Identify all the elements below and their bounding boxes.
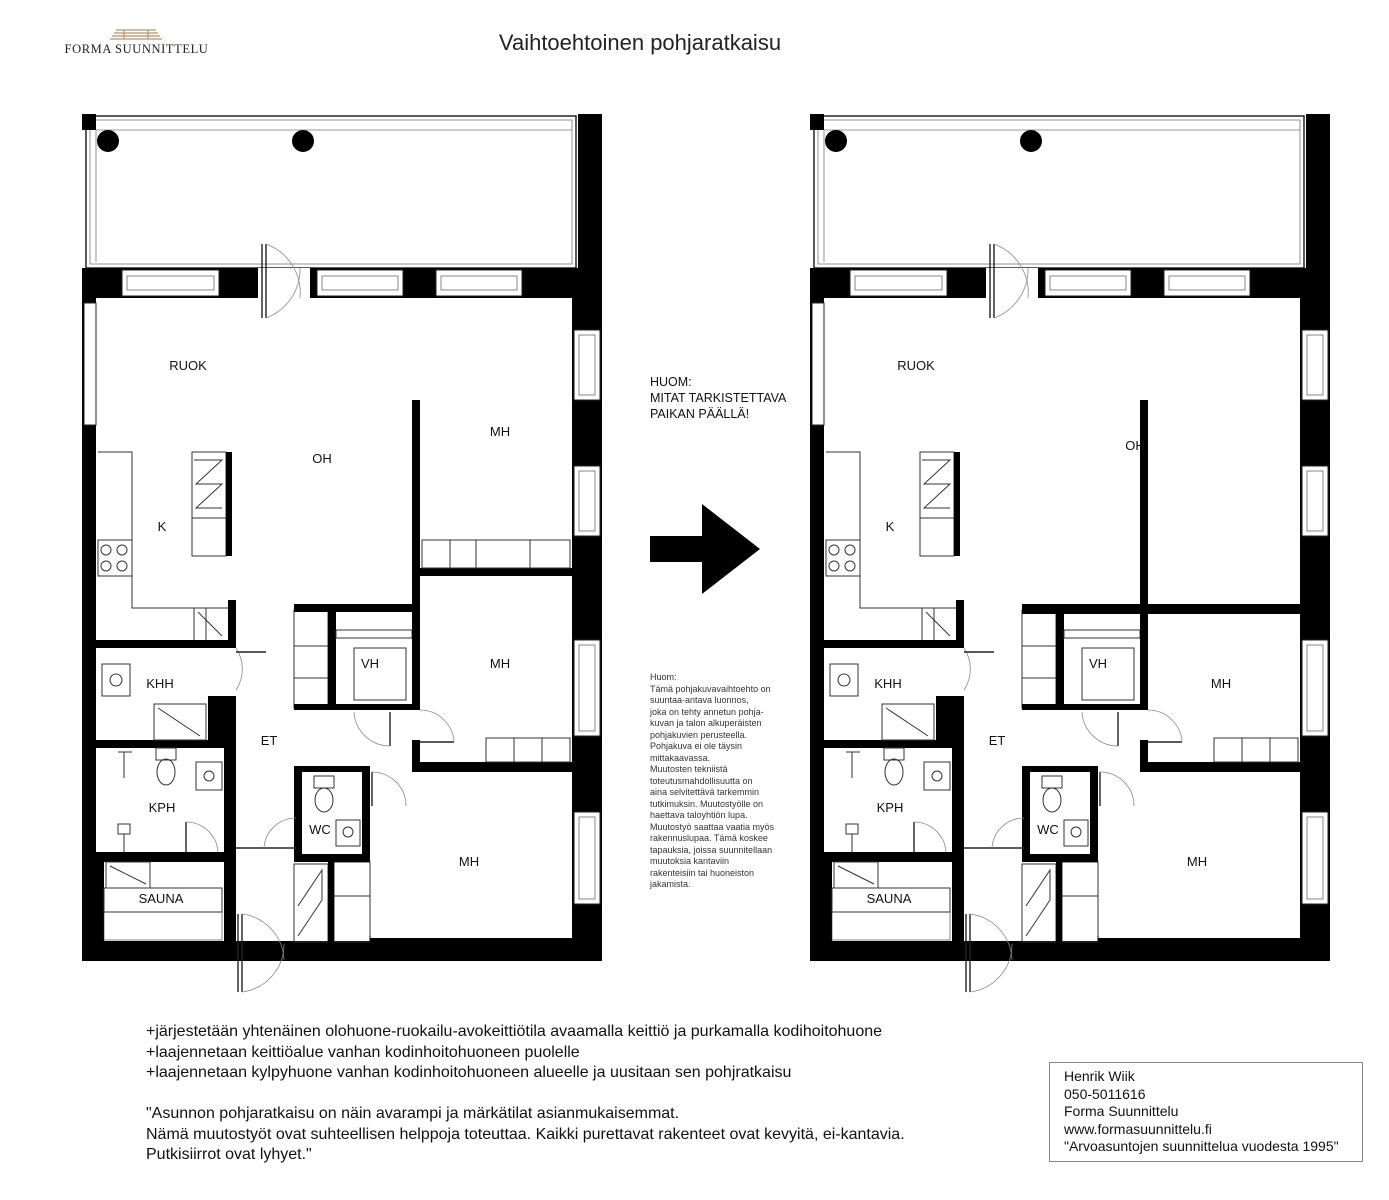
contact-name: Henrik Wiik <box>1064 1068 1135 1084</box>
note-line: tutkimuksin. Muutostyölle on <box>650 798 764 809</box>
contact-company: Forma Suunnittelu <box>1064 1103 1179 1119</box>
room-label: VH <box>1088 656 1108 671</box>
change-item: +laajennetaan kylpyhuone vanhan kodinhoitohuoneen alueelle ja uusitaan sen pohjratkaisu <box>146 1064 792 1081</box>
original-plan <box>82 114 602 992</box>
note-line: Muutosten tekniistä <box>650 764 728 774</box>
room-label: RUOK <box>169 358 207 373</box>
note-line: Pohjakuva ei ole täysin <box>650 741 743 751</box>
room-label: KPH <box>876 800 904 815</box>
change-item: +laajennetaan keittiöalue vanhan kodinhoitohuoneen puolelle <box>146 1043 580 1061</box>
room-label: ET <box>260 733 278 748</box>
room-label: KPH <box>148 800 176 815</box>
arrow-right-icon <box>650 504 760 594</box>
note-line: haettava taloyhtiön lupa. <box>650 810 748 820</box>
room-label: K <box>885 519 895 534</box>
note-line: suuntaa-antava luonnos, <box>650 695 749 705</box>
disclaimer-notes <box>650 672 800 891</box>
note-line: rakenteisiin tai huoneiston <box>650 867 755 878</box>
room-label: MH <box>489 656 511 671</box>
room-label: SAUNA <box>866 891 912 906</box>
logo-text: FORMA SUUNNITTELU <box>64 42 209 56</box>
contact-phone[interactable]: 050-5011616 <box>1064 1085 1146 1102</box>
room-label: ET <box>988 733 1006 748</box>
quote-line: Putkisiirrot ovat lyhyet." <box>146 1146 312 1163</box>
room-label: OH <box>312 451 332 466</box>
contact-website[interactable]: www.formasuunnittelu.fi <box>1064 1120 1212 1137</box>
room-label: KHH <box>146 676 174 691</box>
warning-line: PAIKAN PÄÄLLÄ! <box>650 407 750 421</box>
quote-line: "Asunnon pohjaratkaisu on näin avarampi ja märkätilat asianmukaisemmat. <box>146 1105 680 1122</box>
note-line: Huom: <box>650 672 677 682</box>
change-item: +järjestetään yhtenäinen olohuone-ruokailu-avokeittiötila avaamalla keittiö ja purkamalla kodihoitohuone <box>146 1023 883 1040</box>
summary-quote <box>146 1104 905 1166</box>
room-label: MH <box>1210 676 1232 691</box>
contact-slogan: "Arvoasuntojen suunnittelua vuodesta 1995" <box>1064 1138 1339 1154</box>
note-line: joka on tehty annetun pohja- <box>650 706 764 717</box>
note-line: pohjakuvien perusteella. <box>650 729 748 740</box>
room-label: MH <box>1186 854 1208 869</box>
note-line: rakennuslupaa. Tämä koskee <box>650 833 768 843</box>
room-label: K <box>157 519 167 534</box>
warning-line: HUOM: <box>650 375 692 389</box>
room-label: MH <box>489 424 511 439</box>
room-label: WC <box>1037 822 1059 837</box>
note-line: aina selvitettävä tarkemmin <box>650 787 760 797</box>
quote-line: Nämä muutostyöt ovat suhteellisen helppoja toteuttaa. Kaikki purettavat rakenteet ovat kevyitä, ei-kantavia. <box>146 1125 905 1143</box>
changes-list <box>146 1022 882 1084</box>
room-label: OH <box>1125 438 1145 453</box>
note-line: Tämä pohjakuvavaihtoehto on <box>650 683 771 694</box>
room-label: RUOK <box>897 358 935 373</box>
note-line: jakamista. <box>650 879 691 889</box>
room-label: KHH <box>874 676 902 691</box>
note-line: tapauksia, joissa suunnitellaan <box>650 844 773 855</box>
measurement-warning <box>650 374 786 422</box>
note-line: Muutostyö saattaa vaatia myös <box>650 821 775 832</box>
room-label: SAUNA <box>138 891 184 906</box>
note-line: mittakaavassa. <box>650 752 711 763</box>
note-line: kuvan ja talon alkuperäisten <box>650 718 762 728</box>
warning-line: MITAT TARKISTETTAVA <box>650 391 787 405</box>
note-line: toteutusmahdollisuutta on <box>650 775 753 786</box>
contact-box <box>1049 1062 1363 1162</box>
alternative-plan <box>810 114 1330 992</box>
room-label: MH <box>458 854 480 869</box>
page-title: Vaihtoehtoinen pohjaratkaisu <box>498 30 782 55</box>
room-label: VH <box>360 656 380 671</box>
note-line: muutoksia kantaviin <box>650 856 730 866</box>
room-label: WC <box>309 822 331 837</box>
